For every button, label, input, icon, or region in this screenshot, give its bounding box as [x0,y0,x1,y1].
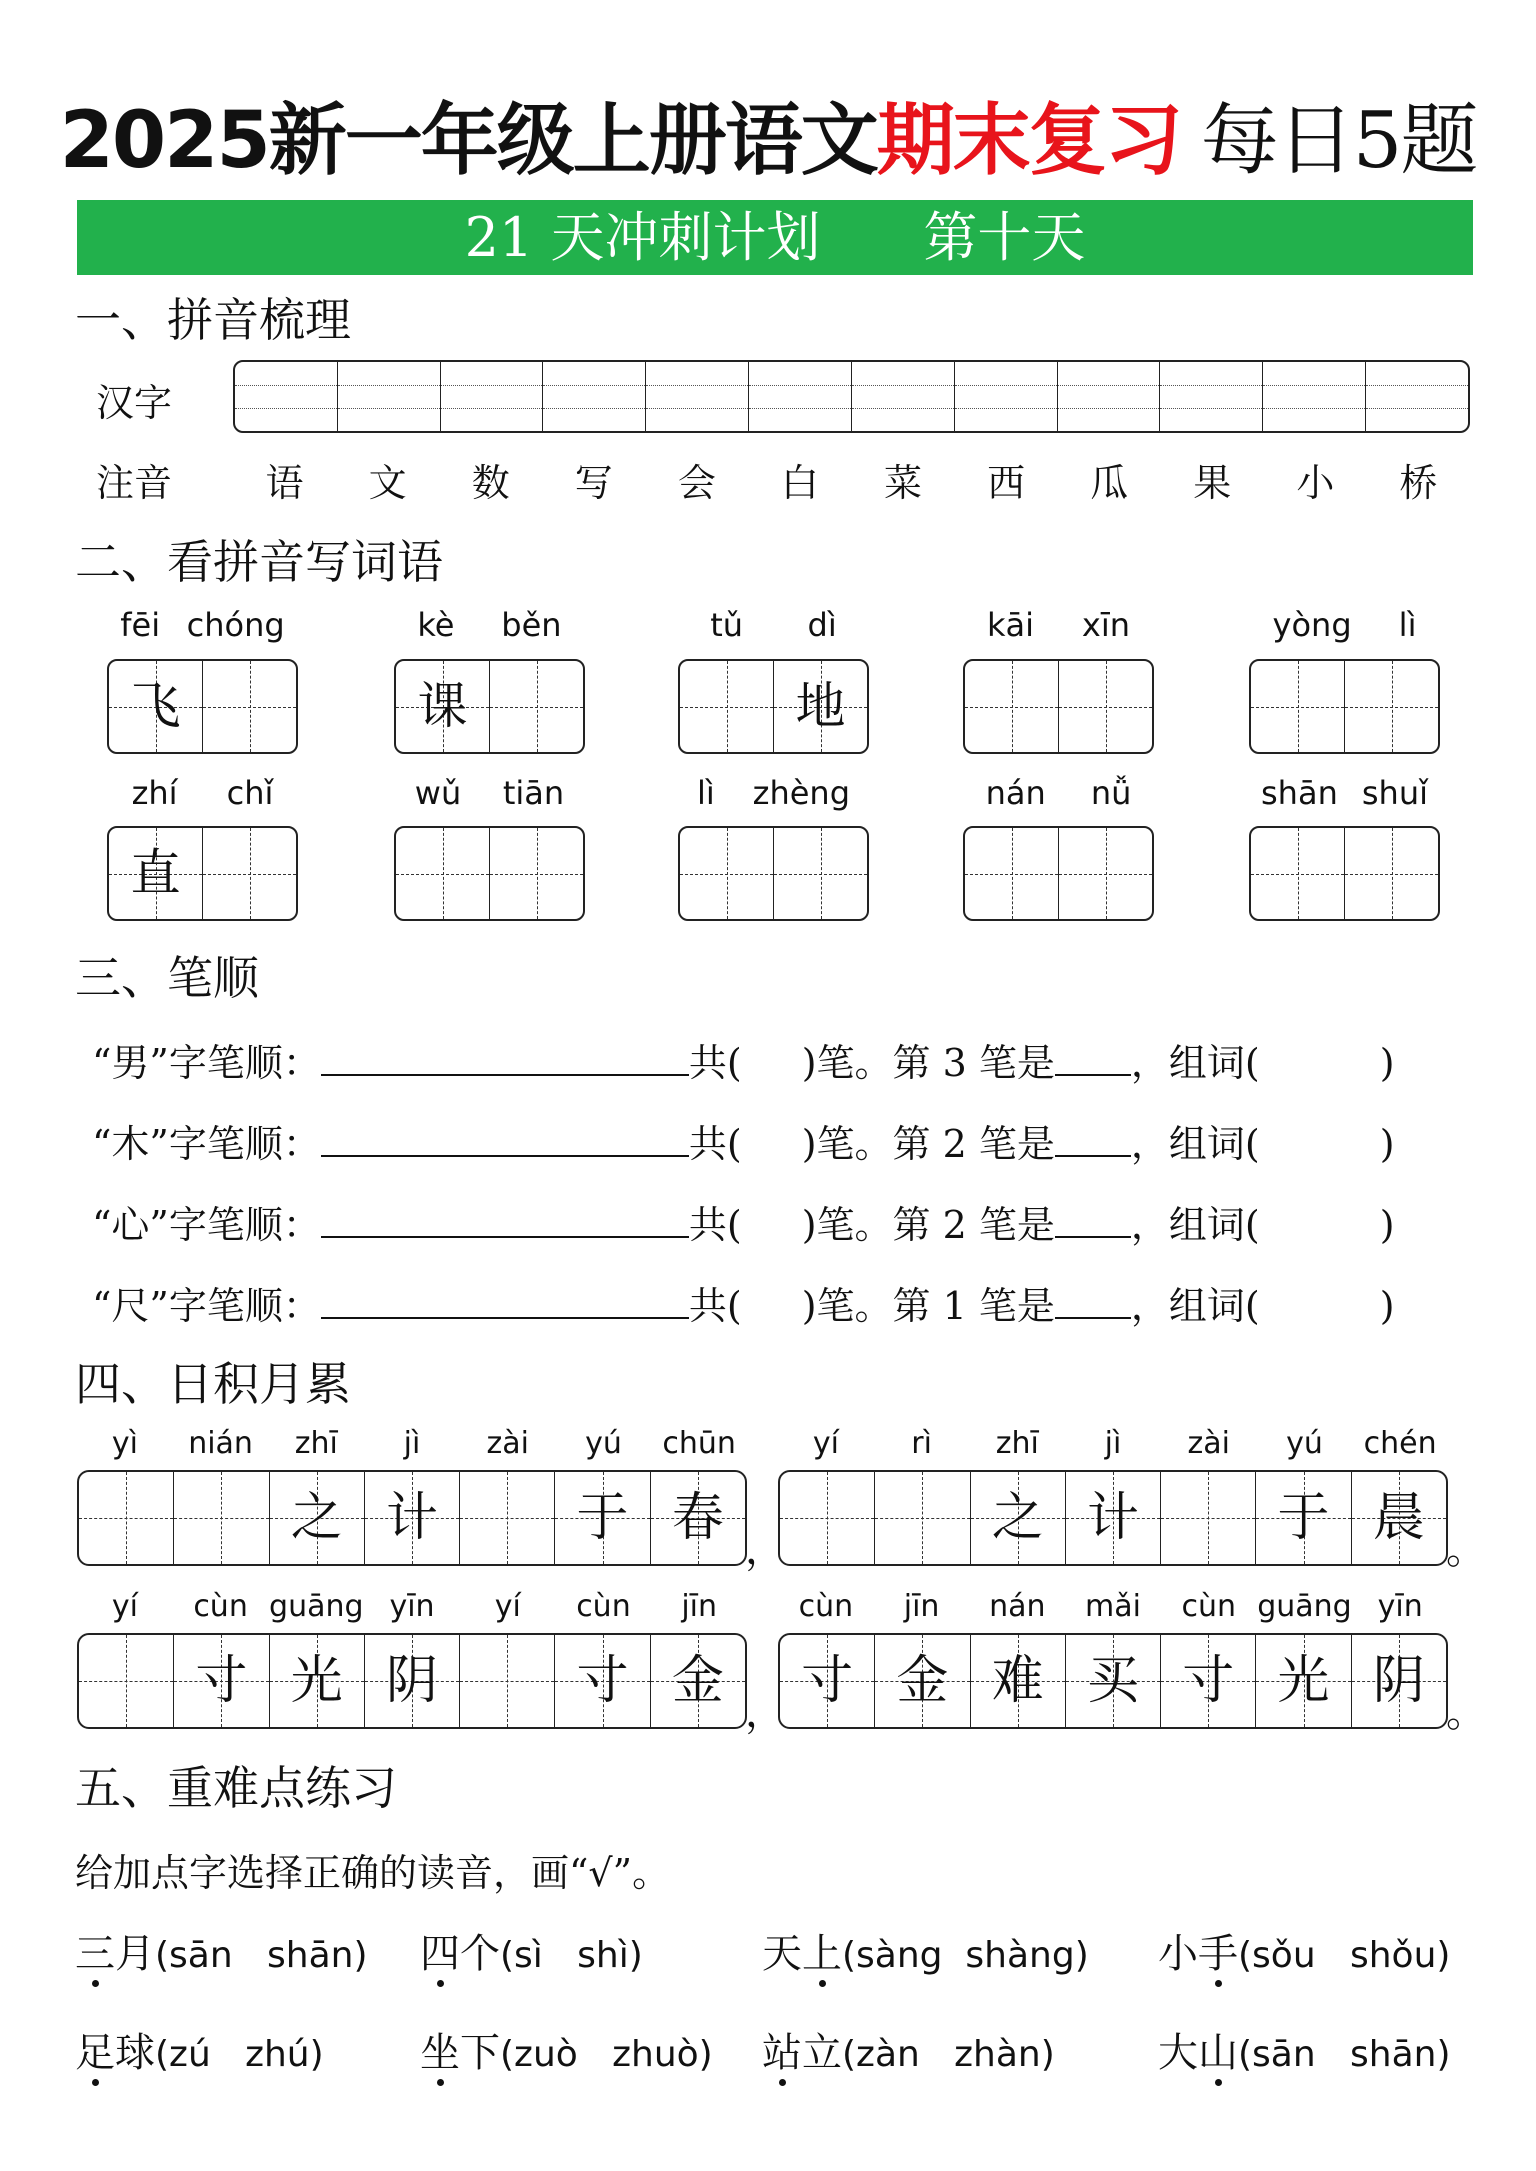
dotted-char: 足 [75,2021,115,2078]
pinyin-syllable: yí [812,1426,839,1461]
word-post: 球 [115,2030,155,2076]
word-pinyin [678,606,869,644]
pinyin-syllable: mǎi [1085,1589,1141,1624]
pinyin-syllable: yì [111,1426,138,1461]
pinyin-syllable: kāi [986,606,1034,644]
tianzige-cell[interactable] [79,1472,174,1564]
zhuyin-char: 白 [780,461,819,505]
given-char: 之 [290,1488,343,1548]
tianzige-cell[interactable] [971,1472,1066,1564]
idiom-writing-box[interactable] [77,1470,747,1566]
stroke-nth-label: )笔。第 1 笔是 [801,1284,1055,1328]
word-post: 月 [115,1931,155,1977]
pinyin-syllable: zài [1187,1426,1230,1461]
pronunciation-choice[interactable] [420,2021,713,2078]
tianzige-cell[interactable] [1352,1472,1446,1564]
close-paren: ) [1379,1203,1395,1247]
pinyin-syllable: kè [417,606,455,644]
pinyin-syllable: yú [1286,1426,1323,1461]
hanzi-cell[interactable] [749,362,852,431]
tianzige-cell[interactable] [971,1635,1066,1727]
pronunciation-choice[interactable] [762,2021,1055,2078]
title-highlight: 期末复习 [876,96,1181,186]
pinyin-syllable: jì [1104,1426,1122,1461]
pinyin-syllable: cùn [193,1589,248,1624]
close-paren: ) [1379,1041,1395,1085]
given-char: 飞 [130,677,181,735]
given-char: 课 [417,677,468,735]
hanzi-cell[interactable] [852,362,955,431]
pinyin-syllable: zhí [131,774,178,812]
tianzige-cell[interactable] [490,828,583,919]
zhuyin-char: 会 [677,461,716,505]
stroke-total-label: 共( [688,1203,742,1247]
plan-banner: 21 天冲刺计划 第十天 [77,200,1473,275]
given-char: 寸 [195,1651,248,1711]
idiom-writing-box[interactable] [778,1633,1448,1729]
zhuyin-label: 注音 [96,461,173,505]
pinyin-syllable: jīn [903,1589,940,1624]
word-pinyin [107,606,298,644]
tianzige-cell[interactable] [174,1472,269,1564]
pronunciation-choice[interactable] [420,1922,643,1979]
tianzige-cell[interactable] [1345,828,1438,919]
tianzige-cell[interactable] [651,1472,745,1564]
pinyin-syllable: xīn [1081,606,1131,644]
nth-stroke-blank[interactable] [1055,1206,1131,1238]
hanzi-cell[interactable] [338,362,441,431]
word-writing-box[interactable] [1249,826,1440,921]
zhuyin-char: 桥 [1399,461,1438,505]
hanzi-cell[interactable] [441,362,544,431]
tianzige-cell[interactable] [1161,1472,1256,1564]
line-punctuation: ， [745,1527,785,1573]
nth-stroke-blank[interactable] [1055,1044,1131,1076]
word-pinyin [394,774,585,812]
pronunciation-choice[interactable] [762,1922,1089,1979]
pinyin-syllable: chóng [186,606,285,644]
tianzige-cell[interactable] [396,828,490,919]
section-5-heading: 五、重难点练习 [75,1761,397,1815]
word-pinyin [1249,774,1440,812]
stroke-order-row [92,1194,1395,1249]
section-2-heading: 二、看拼音写词语 [75,535,443,589]
pinyin-syllable: tiān [502,774,565,812]
zhuyin-char: 瓜 [1090,461,1129,505]
word-pre: 天 [762,1931,802,1977]
pinyin-syllable: zhī [294,1426,338,1461]
given-char: 光 [1277,1651,1330,1711]
pinyin-syllable: nán [985,774,1046,812]
word-writing-box[interactable] [394,659,585,754]
word-pinyin [1249,606,1440,644]
hanzi-cell[interactable] [646,362,749,431]
pinyin-syllable: zhèng [752,774,851,812]
word-writing-box[interactable] [963,659,1154,754]
pinyin-syllable: cùn [798,1589,854,1624]
tianzige-cell[interactable] [774,661,867,752]
pinyin-syllable: zhī [995,1426,1039,1461]
pinyin-syllable: cùn [1181,1589,1236,1624]
dotted-char: 手 [1198,1922,1238,1979]
given-char: 直 [130,844,181,902]
line-punctuation: ， [745,1690,785,1736]
given-char: 光 [290,1651,343,1711]
given-char: 寸 [1182,1651,1235,1711]
pinyin-syllable: yí [494,1589,521,1624]
zhuyin-char: 文 [368,461,407,505]
tianzige-cell[interactable] [174,1635,269,1727]
tianzige-cell[interactable] [365,1635,460,1727]
stroke-prefix: “木”字笔顺： [92,1122,321,1166]
word-writing-box[interactable] [1249,659,1440,754]
line-pinyin [778,1589,1448,1624]
pinyin-syllable: běn [501,606,562,644]
pinyin-options[interactable]: (sàng shàng) [842,1935,1089,1976]
pronunciation-choice[interactable] [1158,1922,1450,1979]
tianzige-cell[interactable] [1059,661,1152,752]
title-main: 2025新一年级上册语文 [59,96,877,186]
given-char: 买 [1086,1651,1139,1711]
stroke-nth-label: )笔。第 2 笔是 [801,1122,1055,1166]
pronunciation-choice[interactable] [75,1922,368,1979]
given-char: 晨 [1372,1488,1425,1548]
tianzige-cell[interactable] [1256,1635,1351,1727]
word-post: 立 [802,2030,842,2076]
pinyin-syllable: yīn [389,1589,435,1624]
tianzige-cell[interactable] [651,1635,745,1727]
hanzi-cell[interactable] [543,362,646,431]
word-label: ，组词( [1130,1041,1260,1085]
pinyin-syllable: nán [989,1589,1046,1624]
tianzige-cell[interactable] [1256,1472,1351,1564]
given-char: 金 [671,1651,724,1711]
section-4-heading: 四、日积月累 [75,1357,351,1411]
pinyin-options[interactable]: (sǒu shǒu) [1238,1935,1451,1976]
word-writing-box[interactable] [107,659,298,754]
tianzige-cell[interactable] [1066,1472,1161,1564]
word-pinyin [963,606,1154,644]
tianzige-cell[interactable] [555,1472,650,1564]
dotted-char: 三 [75,1922,115,1979]
tianzige-cell[interactable] [680,661,774,752]
pinyin-syllable: yú [585,1426,622,1461]
stroke-order-blank[interactable] [321,1044,689,1076]
word-pinyin [963,774,1154,812]
pinyin-syllable: dì [807,606,837,644]
tianzige-cell[interactable] [780,1635,875,1727]
hanzi-cell[interactable] [1058,362,1161,431]
given-char: 之 [991,1488,1044,1548]
stroke-total-label: 共( [688,1122,742,1166]
tianzige-cell[interactable] [1251,828,1345,919]
given-char: 阴 [1372,1651,1425,1711]
word-writing-box[interactable] [107,826,298,921]
pinyin-syllable: zài [486,1426,529,1461]
zhuyin-char: 西 [987,461,1026,505]
given-char: 于 [576,1488,629,1548]
section-1-heading: 一、拼音梳理 [75,293,351,347]
zhuyin-chars-row [233,452,1470,507]
pinyin-options[interactable]: (zú zhú) [155,2034,324,2075]
tianzige-cell[interactable] [780,1472,875,1564]
word-writing-box[interactable] [678,659,869,754]
nth-stroke-blank[interactable] [1055,1125,1131,1157]
stroke-nth-label: )笔。第 2 笔是 [801,1203,1055,1247]
tianzige-cell[interactable] [365,1472,460,1564]
stroke-order-row [92,1032,1395,1087]
tianzige-cell[interactable] [1066,1635,1161,1727]
tianzige-cell[interactable] [490,661,583,752]
tianzige-cell[interactable] [555,1635,650,1727]
tianzige-cell[interactable] [79,1635,174,1727]
tianzige-cell[interactable] [109,661,203,752]
hanzi-cell[interactable] [955,362,1058,431]
given-char: 难 [991,1651,1044,1711]
pinyin-syllable: nián [188,1426,253,1461]
tianzige-cell[interactable] [203,828,296,919]
line-pinyin [77,1426,747,1461]
stroke-nth-label: )笔。第 3 笔是 [801,1041,1055,1085]
tianzige-cell[interactable] [1352,1635,1446,1727]
given-char: 寸 [801,1651,854,1711]
word-label: ，组词( [1130,1284,1260,1328]
stroke-order-row [92,1113,1395,1168]
stroke-order-row [92,1275,1395,1330]
pinyin-syllable: fēi [120,606,161,644]
line-pinyin [77,1589,747,1624]
pinyin-syllable: cùn [576,1589,631,1624]
title-tail: 每日5题 [1200,96,1477,186]
pronunciation-choice[interactable] [1158,2021,1451,2078]
word-writing-box[interactable] [678,826,869,921]
zhuyin-char: 语 [265,461,304,505]
pinyin-syllable: chūn [662,1426,736,1461]
pinyin-syllable: yí [111,1589,138,1624]
tianzige-cell[interactable] [270,1472,365,1564]
tianzige-cell[interactable] [270,1635,365,1727]
stroke-order-blank[interactable] [321,1125,689,1157]
pinyin-syllable: guāng [269,1589,364,1624]
given-char: 金 [896,1651,949,1711]
idiom-writing-box[interactable] [77,1633,747,1729]
given-char: 春 [671,1488,724,1548]
tianzige-cell[interactable] [109,828,203,919]
stroke-total-label: 共( [688,1041,742,1085]
dotted-char: 山 [1198,2021,1238,2078]
line-pinyin [778,1426,1448,1461]
pinyin-options[interactable]: (zuò zhuò) [500,2034,713,2075]
tianzige-cell[interactable] [965,661,1059,752]
zhuyin-char: 数 [471,461,510,505]
word-writing-box[interactable] [394,826,585,921]
word-pre: 小 [1158,1931,1198,1977]
stroke-order-blank[interactable] [321,1287,689,1319]
pinyin-options[interactable]: (sān shān) [155,1935,368,1976]
word-label: ，组词( [1130,1122,1260,1166]
given-char: 寸 [576,1651,629,1711]
word-writing-box[interactable] [963,826,1154,921]
zhuyin-char: 菜 [884,461,923,505]
pinyin-syllable: rì [911,1426,932,1461]
hanzi-cell[interactable] [1366,362,1468,431]
pinyin-syllable: tǔ [710,606,744,644]
pinyin-syllable: jì [403,1426,421,1461]
hanzi-cell[interactable] [1160,362,1263,431]
hanzi-label: 汉字 [96,381,173,425]
given-char: 计 [1086,1488,1139,1548]
stroke-prefix: “男”字笔顺： [92,1041,321,1085]
tianzige-cell[interactable] [460,1635,555,1727]
idiom-writing-box[interactable] [778,1470,1448,1566]
tianzige-cell[interactable] [774,828,867,919]
section-5-instruction: 给加点字选择正确的读音，画“√”。 [75,1851,671,1895]
tianzige-cell[interactable] [875,1472,970,1564]
stroke-order-blank[interactable] [321,1206,689,1238]
tianzige-cell[interactable] [1161,1635,1256,1727]
nth-stroke-blank[interactable] [1055,1287,1131,1319]
hanzi-cell[interactable] [1263,362,1366,431]
tianzige-cell[interactable] [203,661,296,752]
pinyin-syllable: chén [1363,1426,1437,1461]
word-pre: 大 [1158,2030,1198,2076]
close-paren: ) [1379,1284,1395,1328]
word-post: 个 [460,1931,500,1977]
tianzige-cell[interactable] [460,1472,555,1564]
pronunciation-choice[interactable] [75,2021,324,2078]
pinyin-syllable: jīn [681,1589,718,1624]
hanzi-writing-grid[interactable] [233,360,1470,433]
line-punctuation: 。 [1446,1690,1486,1736]
word-pinyin [678,774,869,812]
given-char: 阴 [385,1651,438,1711]
pinyin-syllable: nǚ [1090,774,1132,812]
tianzige-cell[interactable] [1345,661,1438,752]
page-title [0,78,1536,190]
stroke-prefix: “尺”字笔顺： [92,1284,321,1328]
pinyin-syllable: lì [696,774,715,812]
given-char: 于 [1277,1488,1330,1548]
pinyin-syllable: shān [1261,774,1338,812]
given-char: 地 [795,677,846,735]
dotted-char: 上 [802,1922,842,1979]
word-pinyin [107,774,298,812]
zhuyin-char: 果 [1193,461,1232,505]
word-pinyin [394,606,585,644]
dotted-char: 坐 [420,2021,460,2078]
tianzige-cell[interactable] [1059,828,1152,919]
pinyin-options[interactable]: (sì shì) [500,1935,643,1976]
section-3-heading: 三、笔顺 [75,951,259,1005]
zhuyin-char: 写 [574,461,613,505]
pinyin-syllable: wǔ [414,774,462,812]
line-punctuation: 。 [1446,1527,1486,1573]
tianzige-cell[interactable] [965,828,1059,919]
tianzige-cell[interactable] [680,828,774,919]
pinyin-options[interactable]: (sān shān) [1238,2034,1451,2075]
pinyin-syllable: guāng [1257,1589,1352,1624]
pinyin-syllable: chǐ [226,774,274,812]
pinyin-options[interactable]: (zàn zhàn) [842,2034,1055,2075]
tianzige-cell[interactable] [396,661,490,752]
pinyin-syllable: shuǐ [1361,774,1428,812]
word-label: ，组词( [1130,1203,1260,1247]
pinyin-syllable: yīn [1377,1589,1423,1624]
hanzi-cell[interactable] [235,362,338,431]
close-paren: ) [1379,1122,1395,1166]
tianzige-cell[interactable] [1251,661,1345,752]
dotted-char: 四 [420,1922,460,1979]
given-char: 计 [385,1488,438,1548]
stroke-prefix: “心”字笔顺： [92,1203,321,1247]
pinyin-syllable: yòng [1272,606,1352,644]
pinyin-syllable: lì [1398,606,1417,644]
tianzige-cell[interactable] [875,1635,970,1727]
zhuyin-char: 小 [1296,461,1335,505]
stroke-total-label: 共( [688,1284,742,1328]
dotted-char: 站 [762,2021,802,2078]
word-post: 下 [460,2030,500,2076]
